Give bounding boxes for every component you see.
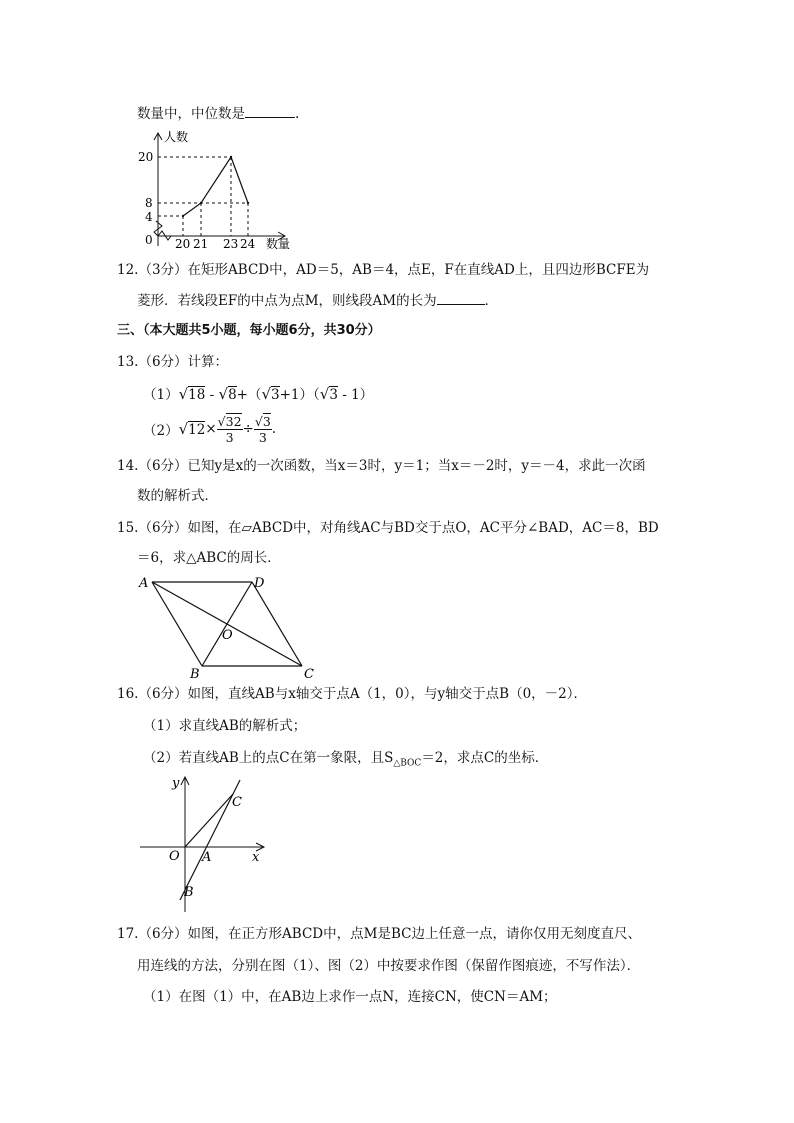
vertex-label-C: C	[304, 667, 314, 682]
answer-blank[interactable]	[245, 104, 295, 118]
q15-line1: 15.（6分）如图，在▱ABCD中，对角线AC与BD交于点O，AC平分∠BAD，AC＝8，BD	[117, 520, 659, 536]
diagonal-BD	[202, 582, 252, 666]
segment-OC	[185, 794, 233, 847]
point-label-A: A	[202, 850, 212, 865]
sqrt: √8	[218, 385, 237, 403]
sqrt: √3	[319, 385, 338, 403]
q11-text: 数量中，中位数是	[137, 106, 245, 122]
point-label-C: C	[232, 795, 242, 810]
origin-label: 0	[145, 233, 153, 247]
q17-line2: 用连线的方法，分别在图（1）、图（2）中按要求作图（保留作图痕迹，不写作法）．	[137, 958, 641, 974]
q15-parallelogram-figure	[134, 572, 324, 682]
x-tick-label: 23	[223, 237, 239, 251]
fraction: $\frac{√32}{3}$	[217, 413, 242, 445]
line-AB	[180, 780, 240, 900]
y-tick-label: 4	[145, 210, 153, 224]
q16-part2: （2）若直线AB上的点C在第一象限，且$S_{\triangle BOC}=2$，求点C的坐标．	[143, 750, 549, 769]
y-tick-label: 20	[138, 150, 154, 164]
q15-line2: ＝6，求△ABC的周长．	[137, 550, 281, 566]
q14-line1: 14.（6分）已知y是x的一次函数，当x＝3时，y＝1；当x＝－2时，y＝－4，求此一次函	[117, 458, 646, 474]
q17-line1: 17.（6分）如图，在正方形ABCD中，点M是BC边上任意一点，请你仅用无刻度直尺、	[117, 926, 641, 942]
sqrt: √3	[261, 385, 280, 403]
point-label-B: B	[184, 885, 194, 900]
side-DC	[252, 582, 302, 666]
vertex-label-A: A	[139, 576, 149, 591]
q13-part2: （2） √12 × $\frac{√32}{3}$ ÷ $\frac{√3}{3}$ .	[143, 413, 277, 445]
data-point	[200, 202, 202, 204]
q16-line1: 16.（6分）如图，直线AB与x轴交于点A（1，0），与y轴交于点B（0，－2）．	[117, 686, 587, 702]
y-axis-label: y	[172, 776, 180, 791]
fraction: $\frac{√3}{3}$	[254, 413, 271, 445]
q13-head: 13.（6分）计算：	[117, 354, 229, 370]
x-tick-label: 24	[240, 237, 256, 251]
data-point	[182, 215, 184, 217]
sqrt: √18	[178, 385, 206, 403]
q11-line-graph	[138, 128, 308, 252]
center-label-O: O	[222, 628, 233, 643]
q16-coordinate-figure	[136, 772, 271, 914]
data-point	[247, 202, 249, 204]
x-tick-label: 20	[175, 237, 191, 251]
data-line	[183, 157, 248, 216]
side-BA	[152, 582, 202, 666]
answer-blank[interactable]	[437, 291, 485, 305]
q11-continuation: 数量中，中位数是 .	[137, 106, 300, 122]
q17-part1: （1）在图（1）中，在AB边上求作一点N，连接CN，使CN＝AM；	[143, 989, 557, 1005]
q14-line2: 数的解析式．	[137, 488, 218, 504]
q13-part1: （1）√18 - √8+（√3+1）（√3 - 1）	[143, 385, 374, 403]
vertex-label-D: D	[254, 576, 265, 591]
y-tick-label: 8	[145, 196, 153, 210]
sqrt: √12	[178, 420, 206, 438]
data-point	[230, 156, 232, 158]
q12-line1: 12.（3分）在矩形ABCD中，AD＝5，AB＝4，点E，F在直线AD上，且四边形BCFE为	[117, 262, 650, 278]
x-axis-label: 数量	[266, 237, 291, 251]
y-axis-label: 人数	[164, 130, 189, 144]
origin-label: O	[169, 849, 180, 864]
x-tick-label: 21	[193, 237, 209, 251]
q16-part1: （1）求直线AB的解析式；	[143, 718, 307, 734]
section-title: 三、（本大题共5小题，每小题6分，共30分）	[117, 323, 381, 338]
q12-line2: 菱形．若线段EF的中点为点M，则线段AM的长为 ．	[137, 293, 499, 309]
x-axis-label: x	[252, 850, 260, 865]
vertex-label-B: B	[190, 667, 200, 682]
